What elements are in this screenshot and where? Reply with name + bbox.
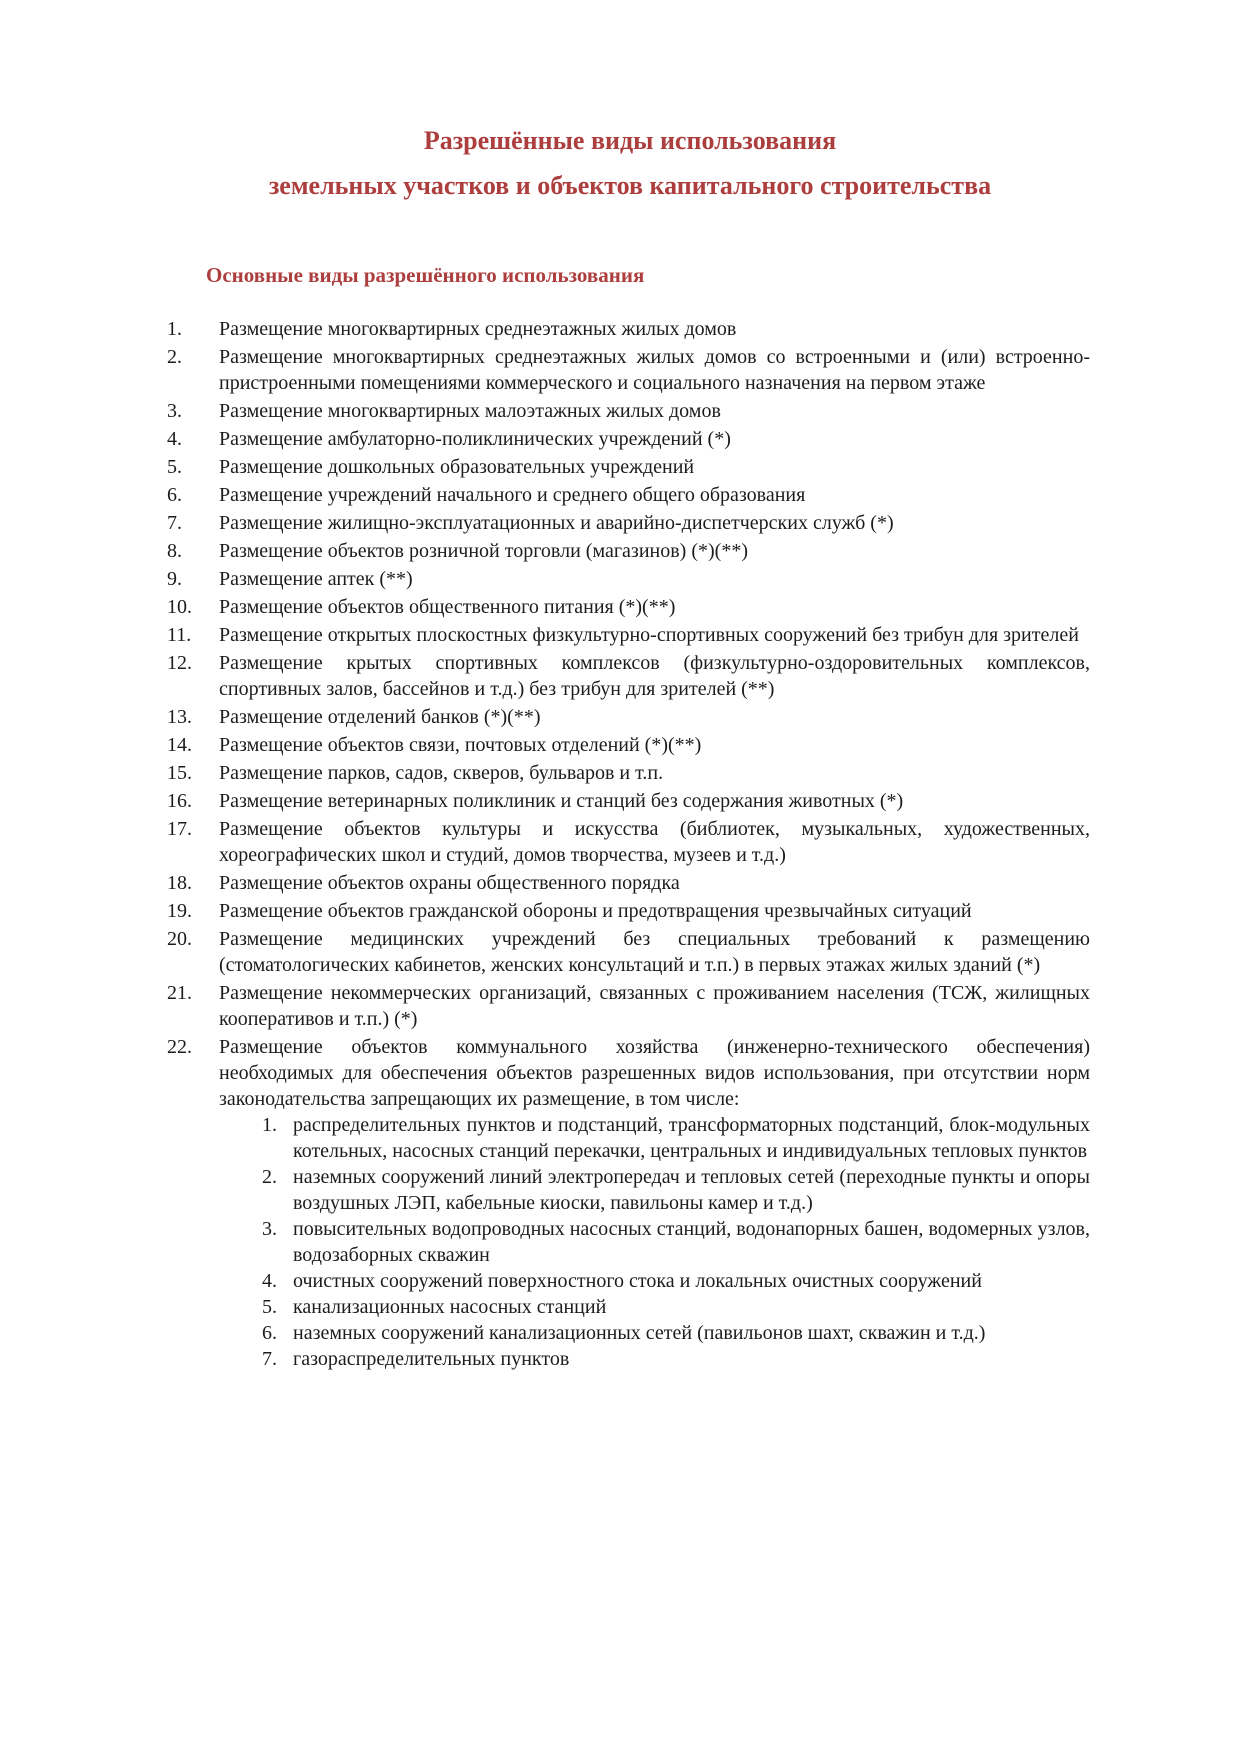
sub-list-item xyxy=(262,1320,1090,1346)
sub-list-item-text: очистных сооружений поверхностного стока и локальных очистных сооружений xyxy=(293,1270,982,1292)
list-item xyxy=(167,538,1090,564)
communal-sub-list xyxy=(262,1112,1090,1372)
list-item-number: 2. xyxy=(167,346,182,368)
sub-list-item-number: 4. xyxy=(262,1270,277,1292)
list-item xyxy=(167,760,1090,786)
sub-list-item xyxy=(262,1346,1090,1372)
list-item-number: 20. xyxy=(167,928,192,950)
list-item-number: 6. xyxy=(167,484,182,506)
sub-list-item-text: газораспределительных пунктов xyxy=(293,1348,570,1370)
list-item-number: 9. xyxy=(167,568,182,590)
list-item-number: 14. xyxy=(167,734,192,756)
list-item xyxy=(167,566,1090,592)
list-item xyxy=(167,510,1090,536)
list-item-text: Размещение объектов розничной торговли (магазинов) (*)(**) xyxy=(219,540,748,562)
list-item-number: 1. xyxy=(167,318,182,340)
sub-list-item-number: 2. xyxy=(262,1166,277,1188)
list-item-number: 16. xyxy=(167,790,192,812)
list-item xyxy=(167,594,1090,620)
doc-title-line1: Разрешённые виды использования xyxy=(423,126,837,155)
list-item xyxy=(167,650,1090,702)
list-item-text: Размещение ветеринарных поликлиник и станций без содержания животных (*) xyxy=(219,790,904,812)
list-item-text: Размещение объектов культуры и искусства (библиотек, музыкальных, художественных, хореографических школ и студий, домов творчества, музеев и т.д.) xyxy=(219,818,1090,866)
list-item-text: Размещение аптек (**) xyxy=(219,568,413,590)
list-item-number: 12. xyxy=(167,652,192,674)
list-item-text: Размещение жилищно-эксплуатационных и аварийно-диспетчерских служб (*) xyxy=(219,512,894,534)
document-header xyxy=(0,0,1240,202)
sub-list-item xyxy=(262,1294,1090,1320)
list-item-number: 19. xyxy=(167,900,192,922)
list-item-number: 18. xyxy=(167,872,192,894)
sub-list-item-number: 6. xyxy=(262,1322,277,1344)
list-item xyxy=(167,622,1090,648)
sub-list-item-number: 5. xyxy=(262,1296,277,1318)
list-item-text: Размещение медицинских учреждений без специальных требований к размещению (стоматологических кабинетов, женских консультаций и т.п.) в первых этажах жилых зданий (*) xyxy=(219,928,1090,976)
list-item-text: Размещение многоквартирных среднеэтажных жилых домов xyxy=(219,318,737,340)
list-item-number: 22. xyxy=(167,1036,192,1058)
sub-list-item-text: распределительных пунктов и подстанций, трансформаторных подстанций, блок-модульных котельных, насосных станций перекачки, центральных и индивидуальных тепловых пунктов xyxy=(293,1114,1090,1162)
list-item-text: Размещение отделений банков (*)(**) xyxy=(219,706,541,728)
list-item-number: 8. xyxy=(167,540,182,562)
section-heading: Основные виды разрешённого использования xyxy=(206,263,645,287)
list-item-text: Размещение объектов коммунального хозяйства (инженерно-технического обеспечения) необходимых для обеспечения объектов разрешенных видов использования, при отсутствии норм законодательства запрещающих их размещение, в том числе: xyxy=(219,1036,1090,1110)
list-item xyxy=(167,482,1090,508)
list-item-number: 4. xyxy=(167,428,182,450)
list-item xyxy=(167,898,1090,924)
list-item-text: Размещение дошкольных образовательных учреждений xyxy=(219,456,695,478)
list-item-text: Размещение открытых плоскостных физкультурно-спортивных сооружений без трибун для зрителей xyxy=(219,624,1079,646)
list-item-text: Размещение учреждений начального и среднего общего образования xyxy=(219,484,806,506)
list-item-text: Размещение объектов охраны общественного порядка xyxy=(219,872,680,894)
list-item xyxy=(167,788,1090,814)
list-item xyxy=(167,316,1090,342)
list-item xyxy=(167,344,1090,396)
list-item-text: Размещение объектов общественного питания (*)(**) xyxy=(219,596,676,618)
list-item-number: 3. xyxy=(167,400,182,422)
list-item-text: Размещение многоквартирных среднеэтажных жилых домов со встроенными и (или) встроенно-пристроенными помещениями коммерческого и социального назначения на первом этаже xyxy=(219,346,1090,394)
list-item xyxy=(167,816,1090,868)
sub-list-item-number: 7. xyxy=(262,1348,277,1370)
list-item xyxy=(167,704,1090,730)
list-item-text: Размещение некоммерческих организаций, связанных с проживанием населения (ТСЖ, жилищных кооперативов и т.п.) (*) xyxy=(219,982,1090,1030)
list-item-number: 21. xyxy=(167,982,192,1004)
sub-list-item xyxy=(262,1268,1090,1294)
list-item xyxy=(167,870,1090,896)
list-item-number: 11. xyxy=(167,624,192,646)
doc-title-line2: земельных участков и объектов капитального строительства xyxy=(268,171,992,200)
list-item-text: Размещение многоквартирных малоэтажных жилых домов xyxy=(219,400,721,422)
sub-list-item xyxy=(262,1112,1090,1164)
list-item-number: 10. xyxy=(167,596,192,618)
list-item-number: 13. xyxy=(167,706,192,728)
list-item xyxy=(167,926,1090,978)
list-item-text: Размещение крытых спортивных комплексов (физкультурно-оздоровительных комплексов, спортивных залов, бассейнов и т.д.) без трибун для зрителей (**) xyxy=(219,652,1090,700)
sub-list-item xyxy=(262,1216,1090,1268)
sub-list-item xyxy=(262,1164,1090,1216)
list-item-number: 15. xyxy=(167,762,192,784)
list-item-text: Размещение объектов гражданской обороны и предотвращения чрезвычайных ситуаций xyxy=(219,900,972,922)
sub-list-item-text: повысительных водопроводных насосных станций, водонапорных башен, водомерных узлов, водозаборных скважин xyxy=(293,1218,1090,1266)
list-item-number: 17. xyxy=(167,818,192,840)
list-item-text: Размещение парков, садов, скверов, бульваров и т.п. xyxy=(219,762,664,784)
list-item xyxy=(167,426,1090,452)
sub-list-item-text: наземных сооружений канализационных сетей (павильонов шахт, скважин и т.д.) xyxy=(293,1322,986,1344)
list-item xyxy=(167,1034,1090,1372)
permitted-uses-list xyxy=(167,316,1090,1372)
list-item xyxy=(167,732,1090,758)
list-item xyxy=(167,980,1090,1032)
list-item-text: Размещение объектов связи, почтовых отделений (*)(**) xyxy=(219,734,702,756)
sub-list-item-number: 3. xyxy=(262,1218,277,1240)
list-item-number: 5. xyxy=(167,456,182,478)
list-item xyxy=(167,454,1090,480)
list-item-number: 7. xyxy=(167,512,182,534)
sub-list-item-text: канализационных насосных станций xyxy=(293,1296,607,1318)
list-item xyxy=(167,398,1090,424)
list-item-text: Размещение амбулаторно-поликлинических учреждений (*) xyxy=(219,428,731,450)
sub-list-item-number: 1. xyxy=(262,1114,277,1136)
sub-list-item-text: наземных сооружений линий электропередач и тепловых сетей (переходные пункты и опоры воздушных ЛЭП, кабельные киоски, павильоны камер и т.д.) xyxy=(293,1166,1090,1214)
